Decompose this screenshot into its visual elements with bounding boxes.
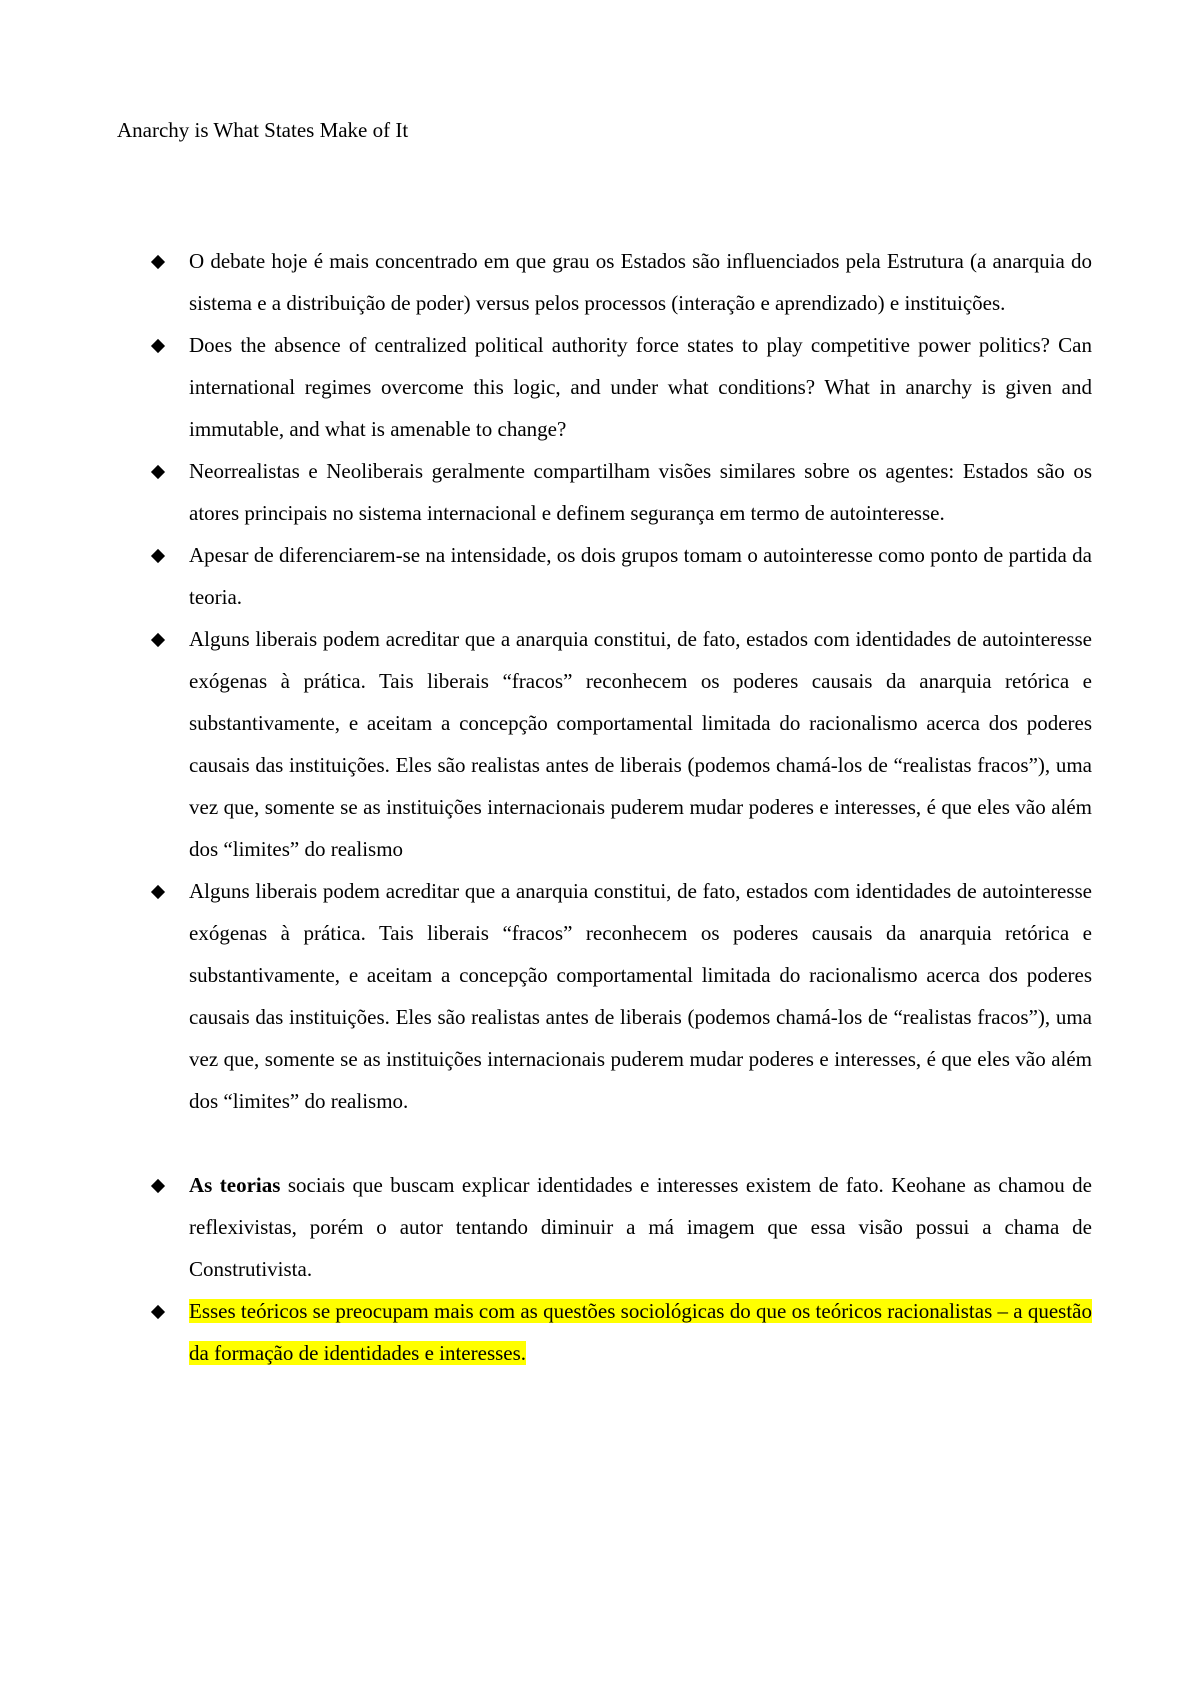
bullet-list bbox=[0, 240, 1200, 1374]
bullet-bold-lead: As teorias bbox=[189, 1173, 281, 1197]
bullet-item-self-interest bbox=[0, 534, 1092, 618]
bullet-text: Alguns liberais podem acreditar que a anarquia constitui, de fato, estados com identidades de autointeresse exógenas à prática. Tais liberais “fracos” reconhecem os poderes causais da anarquia retórica e substantivamente, e aceitam a concepção comportamental limitada do racionalismo acerca dos poderes causais das instituições. Eles são realistas antes de liberais (podemos chamá-los de “realistas fracos”), uma vez que, somente se as instituições internacionais puderem mudar poderes e interesses, é que eles vão além dos “limites” do realismo bbox=[189, 627, 1092, 861]
bullet-item-social-theories bbox=[0, 1164, 1092, 1290]
bullet-item-weak-liberals-2 bbox=[0, 870, 1092, 1122]
diamond-bullet-icon bbox=[151, 255, 165, 269]
bullet-text: O debate hoje é mais concentrado em que grau os Estados são influenciados pela Estrutura (a anarquia do sistema e a distribuição de poder) versus pelos processos (interação e aprendizado) e instituições. bbox=[189, 249, 1092, 315]
diamond-bullet-icon bbox=[151, 1305, 165, 1319]
bullet-text: Apesar de diferenciarem-se na intensidade, os dois grupos tomam o autointeresse como ponto de partida da teoria. bbox=[189, 543, 1092, 609]
bullet-item-highlighted bbox=[0, 1290, 1092, 1374]
bullet-item-debate bbox=[0, 240, 1092, 324]
bullet-item-neorealists bbox=[0, 450, 1092, 534]
bullet-text: sociais que buscam explicar identidades e interesses existem de fato. Keohane as chamou de reflexivistas, porém o autor tentando diminuir a má imagem que essa visão possui a chama de Construtivista. bbox=[189, 1173, 1092, 1281]
bullet-text: Does the absence of centralized political authority force states to play competitive power politics? Can international regimes overcome this logic, and under what conditions? What in anarchy is given and immutable, and what is amenable to change? bbox=[189, 333, 1092, 441]
diamond-bullet-icon bbox=[151, 465, 165, 479]
bullet-text: Neorrealistas e Neoliberais geralmente compartilham visões similares sobre os agentes: Estados são os atores principais no sistema internacional e definem segurança em termo de autointeresse. bbox=[189, 459, 1092, 525]
diamond-bullet-icon bbox=[151, 885, 165, 899]
diamond-bullet-icon bbox=[151, 633, 165, 647]
paragraph-spacer bbox=[0, 1122, 1200, 1164]
bullet-item-weak-liberals-1 bbox=[0, 618, 1092, 870]
highlighted-text: Esses teóricos se preocupam mais com as questões sociológicas do que os teóricos racionalistas – a questão da formação de identidades e interesses. bbox=[189, 1299, 1092, 1365]
diamond-bullet-icon bbox=[151, 1179, 165, 1193]
bullet-text: Alguns liberais podem acreditar que a anarquia constitui, de fato, estados com identidades de autointeresse exógenas à prática. Tais liberais “fracos” reconhecem os poderes causais da anarquia retórica e substantivamente, e aceitam a concepção comportamental limitada do racionalismo acerca dos poderes causais das instituições. Eles são realistas antes de liberais (podemos chamá-los de “realistas fracos”), uma vez que, somente se as instituições internacionais puderem mudar poderes e interesses, é que eles vão além dos “limites” do realismo. bbox=[189, 879, 1092, 1113]
document-title: Anarchy is What States Make of It bbox=[117, 118, 409, 142]
bullet-item-anarchy-question bbox=[0, 324, 1092, 450]
diamond-bullet-icon bbox=[151, 339, 165, 353]
diamond-bullet-icon bbox=[151, 549, 165, 563]
